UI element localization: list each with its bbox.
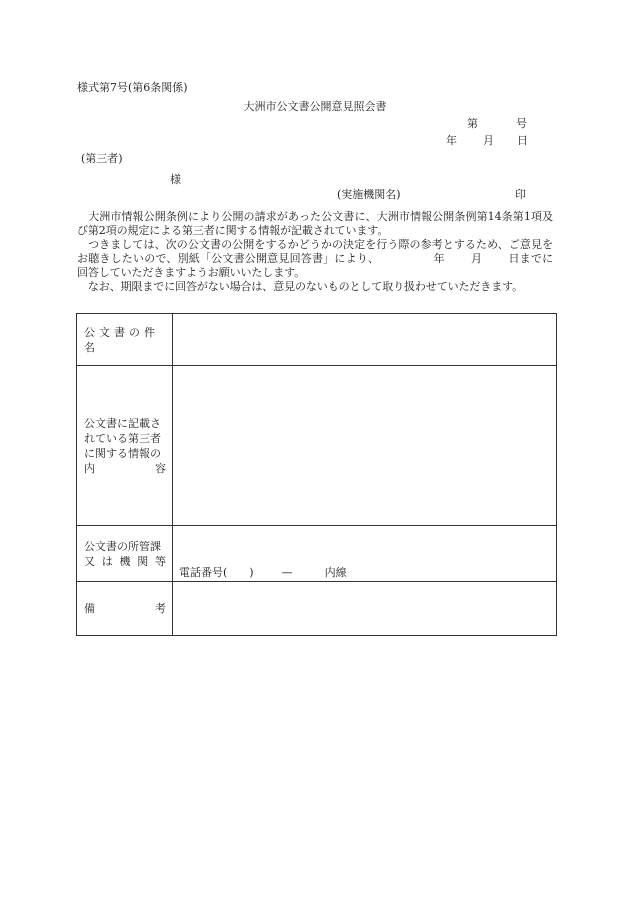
reply-day-label: 日 <box>508 252 520 265</box>
info-table <box>76 313 557 636</box>
date-year-label: 年 <box>446 134 457 147</box>
label-char: 考 <box>155 602 166 615</box>
paragraph-1-text: 大洲市情報公開条例により公開の請求があった公文書に、大洲市情報公開条例第14条第1項及び第2項の規定による第三者に関する情報が記載されています。 <box>77 210 553 237</box>
department-field[interactable] <box>173 526 557 582</box>
phone-dash: — <box>281 566 293 579</box>
remarks-field[interactable] <box>173 582 557 636</box>
paragraph-3 <box>77 280 553 294</box>
reply-month-label: 月 <box>470 252 483 265</box>
label-char: 備 <box>84 602 95 615</box>
phone-label: 電話番号( <box>179 566 228 579</box>
paragraph-2-text-end: までに回答していただきますようお願いいたします。 <box>77 252 553 279</box>
seal-mark: 印 <box>515 188 526 201</box>
label-char: 又 <box>84 554 95 568</box>
third-party-info-label <box>77 366 173 526</box>
table-row-title <box>77 314 557 366</box>
label-char: 機 <box>119 554 131 568</box>
table-row-remarks <box>77 582 557 636</box>
label-char: 関 <box>137 554 149 568</box>
paragraph-2 <box>77 238 553 280</box>
label-line: 公文書に記載さ <box>84 416 161 430</box>
date-day-label: 日 <box>517 134 528 147</box>
paragraph-1 <box>77 210 553 238</box>
document-number-prefix: 第 <box>467 117 478 130</box>
date-month-label: 月 <box>483 134 494 147</box>
phone-close: ) <box>249 566 254 579</box>
recipient-honorific: 様 <box>170 173 181 186</box>
body-text <box>77 210 553 294</box>
document-title: 大洲市公文書公開意見照会書 <box>243 100 387 113</box>
reply-year-label: 年 <box>433 252 445 265</box>
label-line: れている第三者 <box>84 431 161 445</box>
recipient-label: (第三者) <box>81 152 123 165</box>
remarks-label <box>77 582 173 636</box>
document-title-label: 公文書の件名 <box>77 314 173 366</box>
form-number: 様式第7号(第6条関係) <box>77 81 188 94</box>
table-row-third-party-info <box>77 366 557 526</box>
paragraph-2-text: つきましては、次の公文書の公開をするかどうかの決定を行う際の参考とするため、ご意見をお聴きしたいので、別紙「公文書公開意見回答書」により、 <box>77 238 554 265</box>
table-row-department <box>77 526 557 582</box>
agency-name-label: (実施機関名) <box>337 188 401 201</box>
label-char: 等 <box>155 554 166 568</box>
document-title-field[interactable] <box>173 314 557 366</box>
label-line <box>84 461 166 476</box>
label-line: 公文書の所管課 <box>84 539 161 553</box>
label-char: は <box>101 554 113 568</box>
extension-label: 内線 <box>324 566 347 579</box>
label-line: に関する情報の <box>84 446 161 460</box>
label-line <box>84 601 166 616</box>
label-line <box>84 554 166 569</box>
phone-line <box>179 565 347 580</box>
label-char: 容 <box>155 461 166 475</box>
paragraph-3-text: なお、期限までに回答がない場合は、意見のないものとして取り扱わせていただきます。 <box>87 280 524 293</box>
department-label <box>77 526 173 582</box>
label-char: 内 <box>84 461 95 475</box>
third-party-info-field[interactable] <box>173 366 557 526</box>
document-number-suffix: 号 <box>516 117 527 130</box>
phone-wrap <box>173 526 556 581</box>
